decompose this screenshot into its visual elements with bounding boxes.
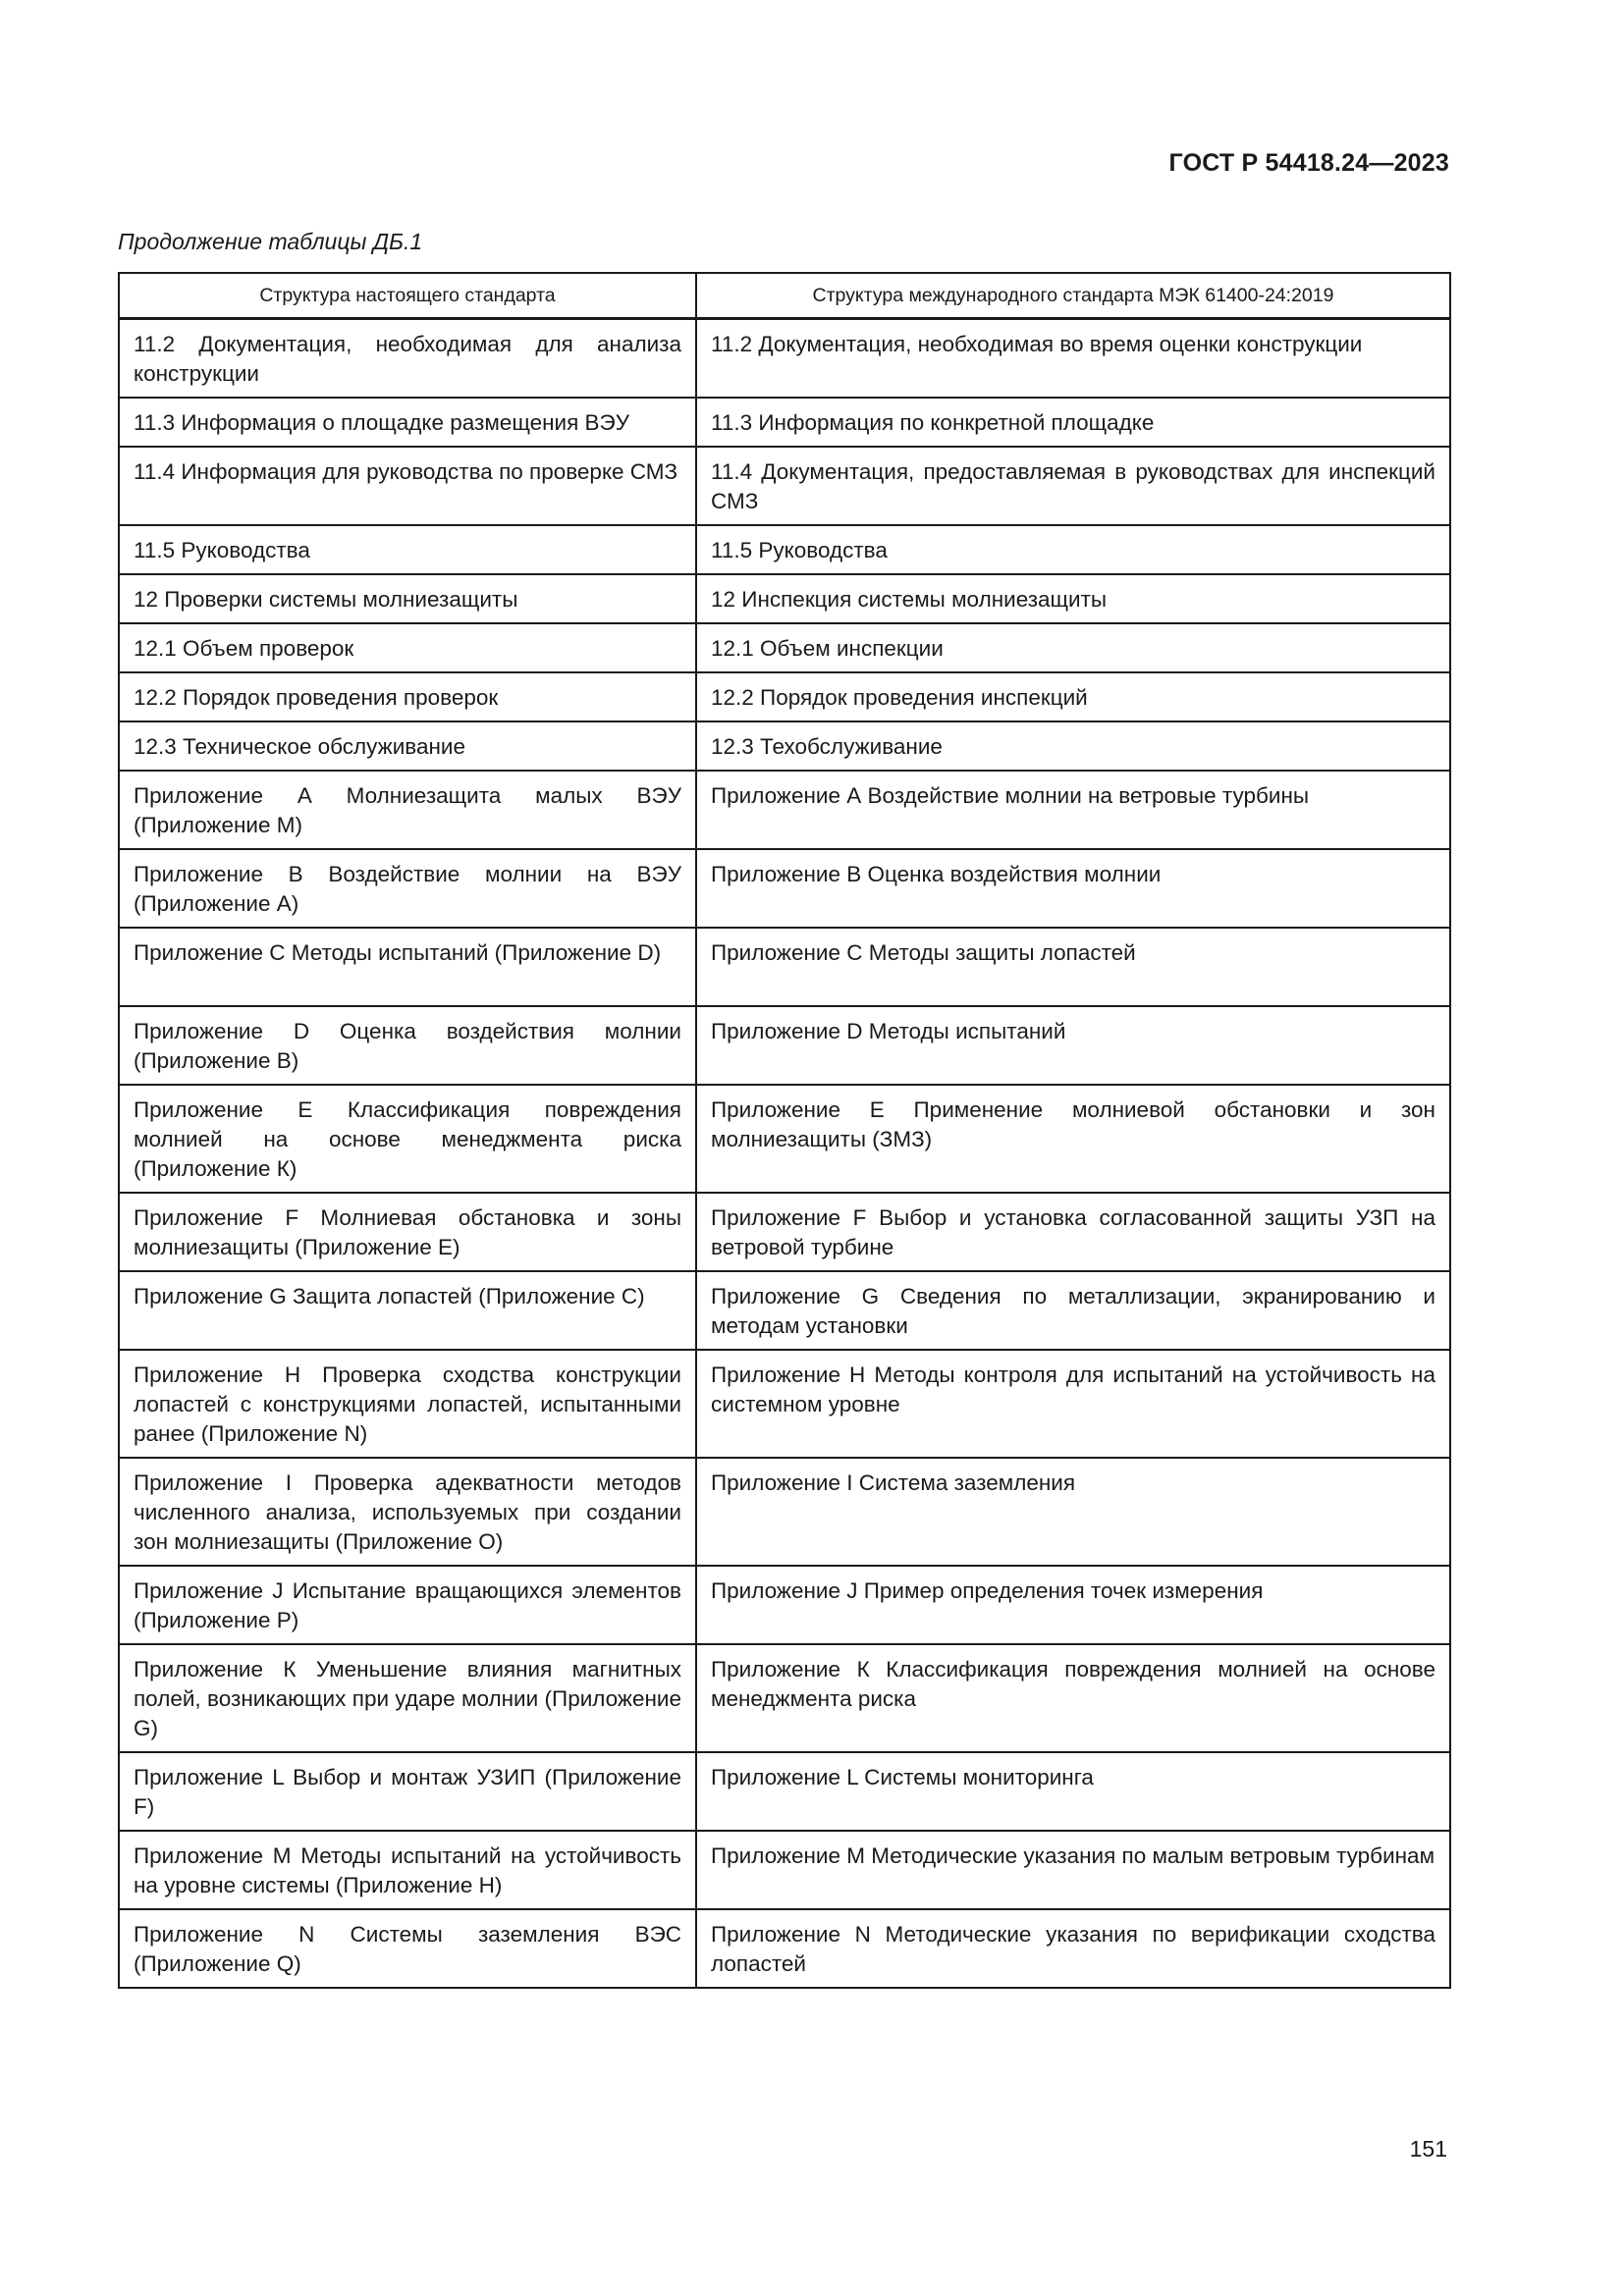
table-row — [119, 398, 1450, 447]
cell-international-structure: Приложение D Методы испытаний — [696, 1006, 1450, 1085]
table-row — [119, 928, 1450, 1006]
cell-national-structure: 11.5 Руководства — [119, 525, 696, 574]
table-header-row — [119, 273, 1450, 319]
table-row — [119, 1350, 1450, 1458]
cell-national-structure: Приложение А Молниезащита малых ВЭУ (Приложение М) — [119, 771, 696, 849]
table-row — [119, 1644, 1450, 1752]
column-header-international: Структура международного стандарта МЭК 61400-24:2019 — [696, 273, 1450, 319]
cell-national-structure: Приложение F Молниевая обстановка и зоны молниезащиты (Приложение Е) — [119, 1193, 696, 1271]
cell-international-structure: Приложение С Методы защиты лопастей — [696, 928, 1450, 1006]
cell-national-structure: Приложение L Выбор и монтаж УЗИП (Приложение F) — [119, 1752, 696, 1831]
cell-international-structure: 11.4 Документация, предоставляемая в руководствах для инспекций СМЗ — [696, 447, 1450, 525]
table-row — [119, 319, 1450, 399]
cell-international-structure: 12 Инспекция системы молниезащиты — [696, 574, 1450, 623]
cell-international-structure: Приложение L Системы мониторинга — [696, 1752, 1450, 1831]
cell-national-structure: Приложение К Уменьшение влияния магнитных полей, возникающих при ударе молнии (Приложение G) — [119, 1644, 696, 1752]
cell-international-structure: Приложение М Методические указания по малым ветровым турбинам — [696, 1831, 1450, 1909]
cell-national-structure: Приложение Н Проверка сходства конструкции лопастей с конструкциями лопастей, испытанными ранее (Приложение N) — [119, 1350, 696, 1458]
cell-international-structure: 11.2 Документация, необходимая во время оценки конструкции — [696, 319, 1450, 399]
table-caption: Продолжение таблицы ДБ.1 — [118, 229, 423, 254]
cell-international-structure: Приложение N Методические указания по верификации сходства лопастей — [696, 1909, 1450, 1988]
table-row — [119, 1831, 1450, 1909]
cell-national-structure: Приложение D Оценка воздействия молнии (Приложение В) — [119, 1006, 696, 1085]
cell-international-structure: Приложение Е Применение молниевой обстановки и зон молниезащиты (ЗМЗ) — [696, 1085, 1450, 1193]
cell-international-structure: Приложение F Выбор и установка согласованной защиты УЗП на ветровой турбине — [696, 1193, 1450, 1271]
table-row — [119, 1271, 1450, 1350]
comparison-table — [118, 272, 1451, 1989]
table-row — [119, 1909, 1450, 1988]
cell-national-structure: Приложение G Защита лопастей (Приложение С) — [119, 1271, 696, 1350]
cell-international-structure: 12.2 Порядок проведения инспекций — [696, 672, 1450, 721]
cell-national-structure: 12.3 Техническое обслуживание — [119, 721, 696, 771]
cell-national-structure: 11.4 Информация для руководства по проверке СМЗ — [119, 447, 696, 525]
cell-international-structure: Приложение I Система заземления — [696, 1458, 1450, 1566]
table-row — [119, 447, 1450, 525]
table-row — [119, 771, 1450, 849]
cell-international-structure: Приложение J Пример определения точек измерения — [696, 1566, 1450, 1644]
table-row — [119, 525, 1450, 574]
cell-international-structure: 11.5 Руководства — [696, 525, 1450, 574]
cell-national-structure: 11.3 Информация о площадке размещения ВЭУ — [119, 398, 696, 447]
cell-national-structure: Приложение Е Классификация повреждения молнией на основе менеджмента риска (Приложение К) — [119, 1085, 696, 1193]
cell-international-structure: 11.3 Информация по конкретной площадке — [696, 398, 1450, 447]
table-row — [119, 623, 1450, 672]
page-number: 151 — [1409, 2136, 1447, 2162]
table-row — [119, 1566, 1450, 1644]
cell-national-structure: 12 Проверки системы молниезащиты — [119, 574, 696, 623]
table-body — [119, 319, 1450, 1989]
cell-national-structure: Приложение В Воздействие молнии на ВЭУ (Приложение А) — [119, 849, 696, 928]
table-row — [119, 1458, 1450, 1566]
table-row — [119, 574, 1450, 623]
table-row — [119, 1085, 1450, 1193]
cell-international-structure: Приложение А Воздействие молнии на ветровые турбины — [696, 771, 1450, 849]
cell-international-structure: Приложение К Классификация повреждения молнией на основе менеджмента риска — [696, 1644, 1450, 1752]
table-row — [119, 849, 1450, 928]
column-header-national: Структура настоящего стандарта — [119, 273, 696, 319]
table-row — [119, 1752, 1450, 1831]
cell-international-structure: Приложение G Сведения по металлизации, экранированию и методам установки — [696, 1271, 1450, 1350]
table-row — [119, 721, 1450, 771]
document-code: ГОСТ Р 54418.24—2023 — [1168, 149, 1449, 177]
cell-international-structure: Приложение В Оценка воздействия молнии — [696, 849, 1450, 928]
cell-international-structure: 12.3 Техобслуживание — [696, 721, 1450, 771]
cell-international-structure: Приложение Н Методы контроля для испытаний на устойчивость на системном уровне — [696, 1350, 1450, 1458]
table-row — [119, 1193, 1450, 1271]
cell-national-structure: Приложение С Методы испытаний (Приложение D) — [119, 928, 696, 1006]
table-row — [119, 672, 1450, 721]
cell-national-structure: Приложение N Системы заземления ВЭС (Приложение Q) — [119, 1909, 696, 1988]
cell-national-structure: Приложение J Испытание вращающихся элементов (Приложение Р) — [119, 1566, 696, 1644]
cell-national-structure: Приложение I Проверка адекватности методов численного анализа, используемых при создании зон молниезащиты (Приложение О) — [119, 1458, 696, 1566]
cell-international-structure: 12.1 Объем инспекции — [696, 623, 1450, 672]
cell-national-structure: 12.2 Порядок проведения проверок — [119, 672, 696, 721]
cell-national-structure: 11.2 Документация, необходимая для анализа конструкции — [119, 319, 696, 399]
table-row — [119, 1006, 1450, 1085]
cell-national-structure: Приложение М Методы испытаний на устойчивость на уровне системы (Приложение Н) — [119, 1831, 696, 1909]
cell-national-structure: 12.1 Объем проверок — [119, 623, 696, 672]
